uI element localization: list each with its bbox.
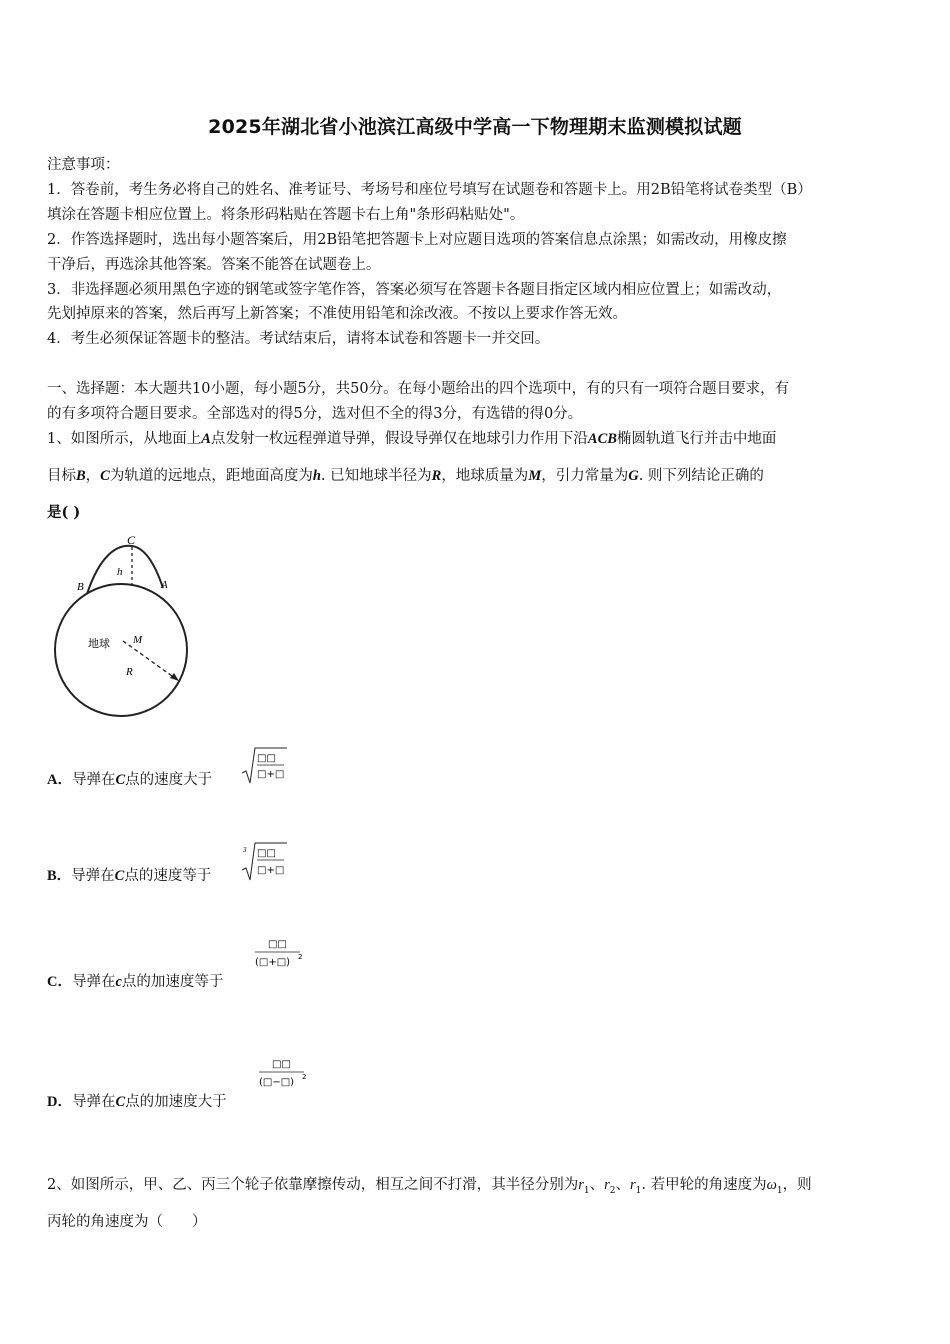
notice-line: 填涂在答题卡相应位置上。将条形码粘贴在答题卡右上角"条形码粘贴处"。 bbox=[47, 207, 525, 223]
formula-numerator: □□ bbox=[268, 939, 287, 950]
formula-numerator: □□ bbox=[272, 1059, 291, 1070]
label-earth: 地球 bbox=[88, 637, 110, 650]
section-intro: 的有多项符合题目要求。全部选对的得5分，选对但不全的得3分，有选错的得0分。 bbox=[47, 406, 583, 422]
radius-arrow-icon bbox=[170, 673, 179, 681]
formula-exponent: 2 bbox=[302, 1073, 307, 1081]
question-1-text: 目标B，C为轨道的远地点，距地面高度为h. 已知地球半径为R，地球质量为M，引力常量为G. 则下列结论正确的 bbox=[47, 468, 764, 484]
notice-line: 4．考生必须保证答题卡的整洁。考试结束后，请将本试卷和答题卡一并交回。 bbox=[47, 331, 550, 347]
fraction-formula-c bbox=[252, 933, 308, 973]
root-index: 3 bbox=[243, 846, 247, 854]
label-c: C bbox=[127, 533, 136, 547]
notice-line: 1．答卷前，考生务必将自己的姓名、准考证号、考场号和座位号填写在试题卷和答题卡上。用2B铅笔将试卷类型（B） bbox=[47, 182, 812, 198]
question-2-text: 2、如图所示，甲、乙、丙三个轮子依靠摩擦传动，相互之间不打滑，其半径分别为$r_1$、$r_2$、$r_1$. 若甲轮的角速度为$\omega_1$，则 bbox=[47, 1177, 812, 1196]
notice-line: 干净后，再选涂其他答案。答案不能答在试题卷上。 bbox=[47, 257, 381, 273]
label-h: h bbox=[117, 566, 123, 578]
formula-exponent: 2 bbox=[298, 953, 303, 961]
option-d[interactable]: D．导弹在C点的加速度大于 bbox=[47, 1094, 227, 1110]
label-r: R bbox=[126, 666, 133, 678]
question-1-text: 1、如图所示，从地面上A点发射一枚远程弹道导弹，假设导弹仅在地球引力作用下沿ACB椭圆轨道飞行并击中地面 bbox=[47, 431, 777, 447]
notice-heading: 注意事项： bbox=[47, 157, 120, 173]
sqrt-formula-a bbox=[240, 745, 290, 787]
option-a[interactable]: A．导弹在C点的速度大于 bbox=[47, 772, 213, 788]
label-b: B bbox=[77, 581, 84, 593]
label-m: M bbox=[133, 634, 143, 646]
option-b[interactable]: B．导弹在C点的速度等于 bbox=[47, 868, 212, 884]
question-2-text: 丙轮的角速度为（ ） bbox=[47, 1214, 207, 1230]
notice-line: 3．非选择题必须用黑色字迹的钢笔或签字笔作答，答案必须写在答题卡各题目指定区域内相应位置上；如需改动， bbox=[47, 282, 782, 298]
formula-denominator: (□+□) bbox=[255, 957, 291, 968]
orbit-arc bbox=[87, 546, 163, 594]
page-title: 2025年湖北省小池滨江高级中学高一下物理期末监测模拟试题 bbox=[208, 116, 742, 138]
notice-line: 先划掉原来的答案，然后再写上新答案；不准使用铅笔和涂改液。不按以上要求作答无效。 bbox=[47, 306, 627, 322]
question-1-text: 是( ) bbox=[47, 504, 81, 521]
formula-numerator: □□ bbox=[257, 848, 276, 859]
notice-line: 2．作答选择题时，选出每小题答案后，用2B铅笔把答题卡上对应题目选项的答案信息点涂黑；如需改动，用橡皮擦 bbox=[47, 232, 787, 248]
section-intro: 一、选择题：本大题共10小题，每小题5分，共50分。在每小题给出的四个选项中，有的只有一项符合题目要求，有 bbox=[47, 381, 790, 397]
label-a: A bbox=[161, 579, 168, 591]
earth-orbit-figure bbox=[45, 530, 195, 720]
option-c[interactable]: C．导弹在c点的加速度等于 bbox=[47, 974, 224, 990]
formula-denominator: (□−□) bbox=[259, 1077, 295, 1088]
formula-denominator: □+□ bbox=[257, 865, 285, 876]
fraction-formula-d bbox=[256, 1053, 312, 1093]
sqrt-formula-b bbox=[240, 840, 290, 884]
formula-denominator: □+□ bbox=[257, 769, 285, 780]
earth-circle bbox=[55, 584, 187, 716]
formula-numerator: □□ bbox=[257, 753, 276, 764]
